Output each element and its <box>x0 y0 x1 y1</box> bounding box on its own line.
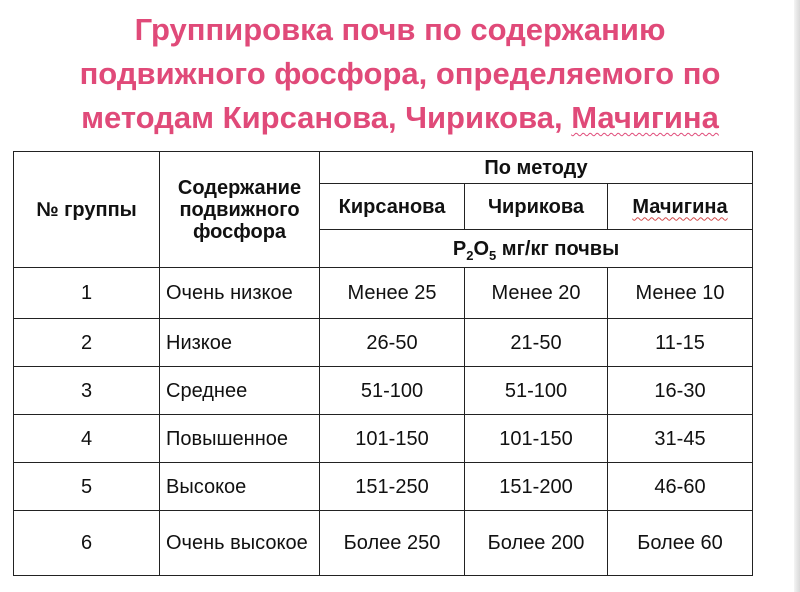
cell-machigin: 46-60 <box>608 463 753 511</box>
cell-content: Очень низкое <box>160 268 320 319</box>
cell-machigin: 31-45 <box>608 415 753 463</box>
cell-kirsanov: 51-100 <box>320 367 465 415</box>
slide-title <box>0 8 800 140</box>
cell-chirikov: 101-150 <box>465 415 608 463</box>
cell-kirsanov: 101-150 <box>320 415 465 463</box>
table-row <box>14 511 753 576</box>
cell-kirsanov: 26-50 <box>320 319 465 367</box>
header-row-1 <box>14 152 753 184</box>
header-method-chirikov: Чирикова <box>465 184 608 230</box>
cell-group: 3 <box>14 367 160 415</box>
cell-machigin: Более 60 <box>608 511 753 576</box>
header-group-no: № группы <box>14 152 160 268</box>
cell-chirikov: 51-100 <box>465 367 608 415</box>
title-line-3 <box>0 96 800 140</box>
unit-sub-5: 5 <box>489 247 497 263</box>
unit-sub-2: 2 <box>466 247 474 263</box>
phosphorus-grouping-table <box>13 151 753 576</box>
cell-content: Повышенное <box>160 415 320 463</box>
table-row <box>14 319 753 367</box>
cell-content: Среднее <box>160 367 320 415</box>
cell-kirsanov: Менее 25 <box>320 268 465 319</box>
cell-group: 1 <box>14 268 160 319</box>
title-line-3-prefix: методам Кирсанова, Чирикова, <box>81 100 572 135</box>
cell-group: 6 <box>14 511 160 576</box>
table-row <box>14 415 753 463</box>
cell-group: 4 <box>14 415 160 463</box>
unit-rest: мг/кг почвы <box>496 237 620 260</box>
cell-chirikov: 151-200 <box>465 463 608 511</box>
header-unit <box>320 230 753 268</box>
cell-content: Низкое <box>160 319 320 367</box>
unit-p: P <box>452 237 467 260</box>
header-method-machigin <box>608 184 753 230</box>
cell-kirsanov: Более 250 <box>320 511 465 576</box>
table-row <box>14 367 753 415</box>
table-row <box>14 268 753 319</box>
page-edge-shadow <box>794 0 800 592</box>
cell-chirikov: Более 200 <box>465 511 608 576</box>
cell-group: 2 <box>14 319 160 367</box>
header-method-machigin-label: Мачигина <box>632 195 728 218</box>
cell-chirikov: 21-50 <box>465 319 608 367</box>
title-line-3-emphasis: Мачигина <box>571 100 719 135</box>
header-method-kirsanov: Кирсанова <box>320 184 465 230</box>
cell-machigin: 11-15 <box>608 319 753 367</box>
cell-content: Очень высокое <box>160 511 320 576</box>
header-by-method: По методу <box>320 152 753 184</box>
header-content: Содержание подвижного фосфора <box>160 152 320 268</box>
cell-machigin: 16-30 <box>608 367 753 415</box>
cell-group: 5 <box>14 463 160 511</box>
cell-chirikov: Менее 20 <box>465 268 608 319</box>
table-row <box>14 463 753 511</box>
title-line-1: Группировка почв по содержанию <box>134 12 666 47</box>
cell-kirsanov: 151-250 <box>320 463 465 511</box>
unit-o: O <box>473 237 489 260</box>
cell-content: Высокое <box>160 463 320 511</box>
cell-machigin: Менее 10 <box>608 268 753 319</box>
title-line-2: подвижного фосфора, определяемого по <box>79 56 721 91</box>
